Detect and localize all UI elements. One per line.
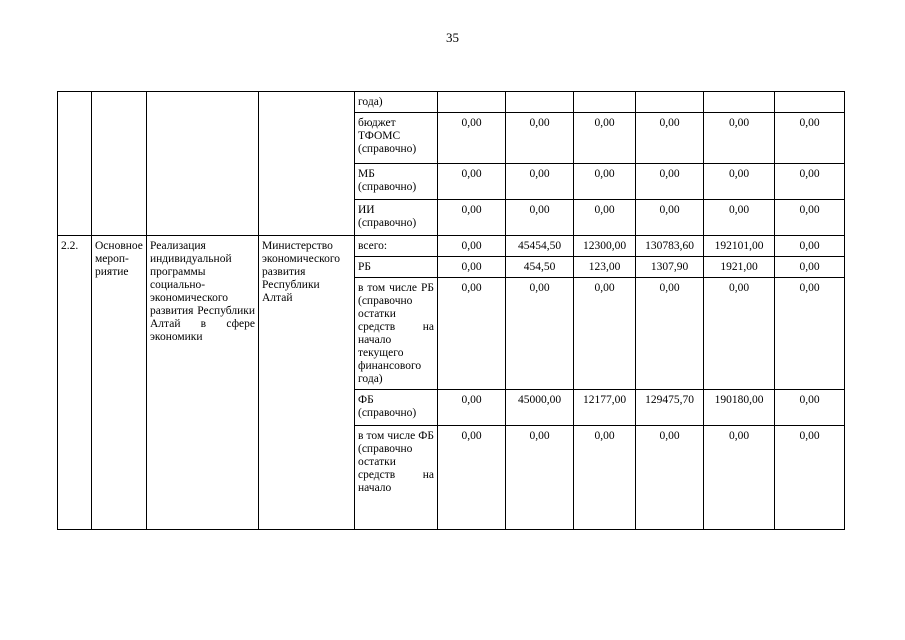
- value-cell: 0,00: [574, 113, 636, 164]
- funding-source-cell: бюджет ТФОМС (справочно): [355, 113, 438, 164]
- value-cell: 12300,00: [574, 236, 636, 257]
- value-cell: 1921,00: [704, 257, 775, 278]
- value-cell: 12177,00: [574, 390, 636, 426]
- funding-source-cell: в том числе РБ (справочно остатки средств на начало текущего финансового года): [355, 278, 438, 390]
- value-cell: 0,00: [775, 278, 845, 390]
- value-cell: 0,00: [636, 164, 704, 200]
- value-cell: 0,00: [775, 390, 845, 426]
- value-cell: 0,00: [775, 426, 845, 530]
- value-cell: 0,00: [438, 426, 506, 530]
- value-cell: 0,00: [636, 278, 704, 390]
- value-cell: 0,00: [775, 164, 845, 200]
- page-number: 35: [446, 30, 459, 45]
- item-name-cell: Реализация индивидуальной программы социально-экономического развития Республики Алтай в сфере экономики: [147, 236, 259, 530]
- funding-source-cell: в том числе ФБ (справочно остатки средств на начало: [355, 426, 438, 530]
- budget-table: [57, 91, 845, 530]
- value-cell: 0,00: [574, 278, 636, 390]
- value-cell: 0,00: [506, 113, 574, 164]
- value-cell: 0,00: [506, 278, 574, 390]
- value-cell: [506, 92, 574, 113]
- value-cell: 0,00: [775, 113, 845, 164]
- value-cell: 0,00: [574, 200, 636, 236]
- empty-cell: [58, 92, 92, 236]
- value-cell: 123,00: [574, 257, 636, 278]
- value-cell: [775, 92, 845, 113]
- funding-source-cell: РБ: [355, 257, 438, 278]
- value-cell: 0,00: [775, 257, 845, 278]
- value-cell: 45000,00: [506, 390, 574, 426]
- value-cell: 0,00: [704, 278, 775, 390]
- item-number-cell: 2.2.: [58, 236, 92, 530]
- value-cell: 0,00: [704, 200, 775, 236]
- table-row: [58, 236, 845, 257]
- funding-source-cell: ИИ (справочно): [355, 200, 438, 236]
- funding-source-cell: всего:: [355, 236, 438, 257]
- value-cell: 0,00: [704, 113, 775, 164]
- funding-source-cell: года): [355, 92, 438, 113]
- empty-cell: [92, 92, 147, 236]
- value-cell: 0,00: [574, 164, 636, 200]
- value-cell: 190180,00: [704, 390, 775, 426]
- value-cell: 0,00: [775, 236, 845, 257]
- value-cell: [574, 92, 636, 113]
- value-cell: 0,00: [636, 113, 704, 164]
- value-cell: 0,00: [636, 426, 704, 530]
- value-cell: 0,00: [506, 164, 574, 200]
- value-cell: 0,00: [704, 164, 775, 200]
- empty-cell: [147, 92, 259, 236]
- value-cell: 0,00: [574, 426, 636, 530]
- item-executor-cell: Министерство экономического развития Республики Алтай: [259, 236, 355, 530]
- item-type-cell: Основное мероприятие: [92, 236, 147, 530]
- value-cell: 1307,90: [636, 257, 704, 278]
- funding-source-cell: ФБ (справочно): [355, 390, 438, 426]
- value-cell: 0,00: [438, 257, 506, 278]
- value-cell: 45454,50: [506, 236, 574, 257]
- value-cell: 0,00: [438, 390, 506, 426]
- value-cell: 0,00: [438, 164, 506, 200]
- value-cell: 0,00: [438, 278, 506, 390]
- value-cell: 0,00: [438, 113, 506, 164]
- table-row: [58, 92, 845, 113]
- value-cell: 0,00: [438, 200, 506, 236]
- value-cell: [636, 92, 704, 113]
- value-cell: 0,00: [506, 426, 574, 530]
- value-cell: [438, 92, 506, 113]
- value-cell: 130783,60: [636, 236, 704, 257]
- value-cell: 0,00: [704, 426, 775, 530]
- value-cell: 0,00: [506, 200, 574, 236]
- value-cell: 192101,00: [704, 236, 775, 257]
- value-cell: 129475,70: [636, 390, 704, 426]
- empty-cell: [259, 92, 355, 236]
- value-cell: 454,50: [506, 257, 574, 278]
- value-cell: [704, 92, 775, 113]
- value-cell: 0,00: [636, 200, 704, 236]
- value-cell: 0,00: [438, 236, 506, 257]
- value-cell: 0,00: [775, 200, 845, 236]
- funding-source-cell: МБ (справочно): [355, 164, 438, 200]
